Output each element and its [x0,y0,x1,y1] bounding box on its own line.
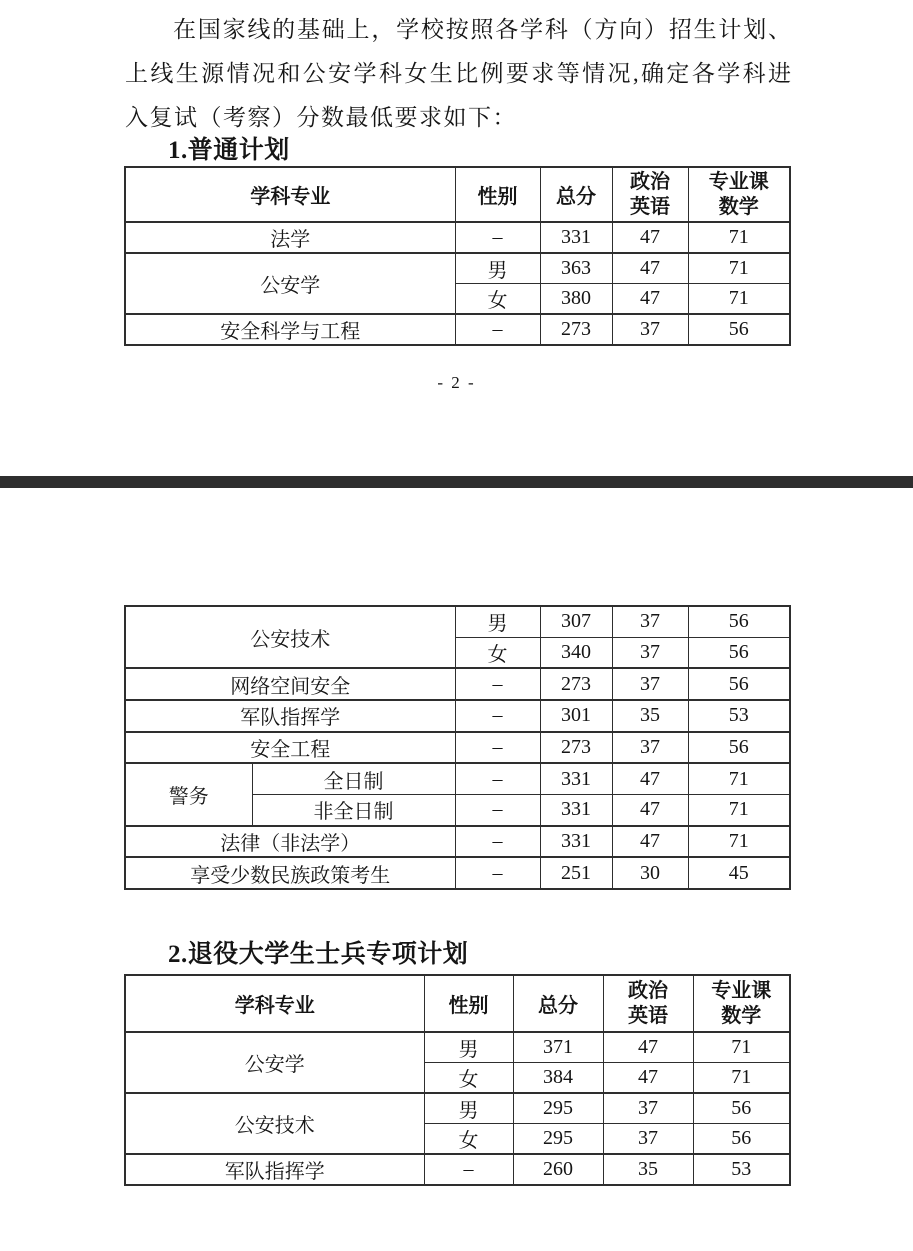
cell-subject: 军队指挥学 [125,1154,424,1185]
cell-gender: 女 [424,1124,513,1155]
cell-politics-english: 37 [612,668,688,700]
cell-politics-english: 47 [603,1063,693,1094]
cell-gender: – [455,763,540,794]
header-math-label: 数学 [721,1004,762,1027]
plan1-table [124,166,791,346]
cell-subject: 公安学 [125,253,455,314]
intro-line-2: 上线生源情况和公安学科女生比例要求等情况,确定各学科进 [125,61,791,86]
cell-course-math: 56 [688,314,790,345]
table-row [125,826,790,858]
cell-gender: – [455,826,540,858]
header-cell-total: 总分 [513,975,603,1032]
cell-course-math: 53 [688,700,790,732]
cell-total: 251 [540,857,612,889]
cell-total: 371 [513,1032,603,1063]
cell-politics-english: 47 [612,222,688,253]
intro-paragraph [125,8,791,140]
table-row [125,253,790,284]
cell-gender: 男 [424,1032,513,1063]
cell-gender: – [455,668,540,700]
table-row [125,732,790,764]
table-row [125,857,790,889]
intro-line-1: 在国家线的基础上，学校按照各学科（方向）招生计划、 [173,17,791,42]
cell-subject: 网络空间安全 [125,668,455,700]
cell-politics-english: 35 [603,1154,693,1185]
table-row [125,1032,790,1063]
cell-politics-english: 37 [612,732,688,764]
table-row [125,668,790,700]
cell-politics-english: 47 [612,763,688,794]
table-row [125,222,790,253]
page-number: - 2 - [437,373,476,392]
table-row [125,1154,790,1185]
cell-gender: – [424,1154,513,1185]
cell-total: 331 [540,222,612,253]
header-politics-label: 政治 [628,979,668,1002]
intro-line-3: 入复试（考察）分数最低要求如下： [125,105,517,130]
cell-politics-english: 47 [612,794,688,825]
header-cell-course-math [688,167,790,222]
cell-gender: 女 [455,637,540,668]
header-cell-gender: 性别 [455,167,540,222]
cell-total: 273 [540,732,612,764]
cell-politics-english: 37 [612,314,688,345]
cell-politics-english: 35 [612,700,688,732]
cell-total: 384 [513,1063,603,1094]
cell-subject: 公安学 [125,1032,424,1093]
cell-subject: 公安技术 [125,1093,424,1154]
cell-subject: 法学 [125,222,455,253]
cell-politics-english: 47 [603,1032,693,1063]
cell-gender: 男 [455,253,540,284]
cell-gender: – [455,794,540,825]
cell-course-math: 71 [693,1032,790,1063]
cell-total: 301 [540,700,612,732]
cell-course-math: 71 [688,794,790,825]
header-english-label: 英语 [630,195,670,218]
cell-course-math: 56 [688,606,790,637]
header-cell-gender: 性别 [424,975,513,1032]
header-cell-politics-english [612,167,688,222]
cell-politics-english: 37 [612,637,688,668]
header-cell-course-math [693,975,790,1032]
cell-course-math: 56 [688,668,790,700]
cell-politics-english: 37 [603,1124,693,1155]
cell-subject: 公安技术 [125,606,455,668]
cell-politics-english: 47 [612,253,688,284]
cell-course-math: 71 [688,222,790,253]
table-header-row [125,975,790,1032]
cell-subject: 法律（非法学） [125,826,455,858]
table-row [125,606,790,637]
table-row [125,763,790,794]
cell-course-math: 71 [688,284,790,315]
header-course-label: 专业课 [711,979,772,1002]
table-row [125,700,790,732]
section2-heading: 2.退役大学生士兵专项计划 [168,941,469,968]
cell-gender: 女 [424,1063,513,1094]
header-math-label: 数学 [718,195,759,218]
cell-course-math: 56 [693,1093,790,1124]
cell-subject: 享受少数民族政策考生 [125,857,455,889]
cell-course-math: 56 [688,637,790,668]
cell-total: 331 [540,826,612,858]
cell-gender: 男 [424,1093,513,1124]
cell-total: 295 [513,1124,603,1155]
plan1-table-continued [124,605,791,890]
cell-gender: – [455,857,540,889]
header-cell-politics-english [603,975,693,1032]
section1-heading: 1.普通计划 [168,137,290,164]
header-cell-subject: 学科专业 [125,975,424,1032]
cell-course-math: 45 [688,857,790,889]
cell-gender: 女 [455,284,540,315]
cell-gender: – [455,732,540,764]
cell-gender: – [455,700,540,732]
cell-total: 273 [540,314,612,345]
cell-course-math: 71 [688,253,790,284]
header-cell-subject: 学科专业 [125,167,455,222]
cell-study-mode: 非全日制 [252,794,455,825]
cell-total: 260 [513,1154,603,1185]
cell-total: 295 [513,1093,603,1124]
cell-course-math: 71 [693,1063,790,1094]
cell-total: 331 [540,763,612,794]
cell-politics-english: 37 [612,606,688,637]
page-break-bar [0,476,913,488]
cell-subject: 军队指挥学 [125,700,455,732]
cell-total: 331 [540,794,612,825]
table-header-row [125,167,790,222]
cell-course-math: 56 [693,1124,790,1155]
header-cell-total: 总分 [540,167,612,222]
cell-politics-english: 30 [612,857,688,889]
plan2-table [124,974,791,1186]
header-politics-label: 政治 [630,170,670,193]
cell-total: 340 [540,637,612,668]
cell-course-math: 56 [688,732,790,764]
cell-politics-english: 37 [603,1093,693,1124]
cell-total: 273 [540,668,612,700]
cell-politics-english: 47 [612,284,688,315]
cell-total: 307 [540,606,612,637]
cell-subject: 安全科学与工程 [125,314,455,345]
header-english-label: 英语 [628,1004,668,1027]
cell-subject: 安全工程 [125,732,455,764]
cell-gender: 男 [455,606,540,637]
header-course-label: 专业课 [708,170,769,193]
cell-study-mode: 全日制 [252,763,455,794]
cell-course-math: 71 [688,826,790,858]
cell-gender: – [455,222,540,253]
cell-gender: – [455,314,540,345]
cell-total: 380 [540,284,612,315]
cell-subject: 警务 [125,763,252,825]
table-row [125,1093,790,1124]
cell-politics-english: 47 [612,826,688,858]
cell-total: 363 [540,253,612,284]
cell-course-math: 71 [688,763,790,794]
cell-course-math: 53 [693,1154,790,1185]
table-row [125,314,790,345]
